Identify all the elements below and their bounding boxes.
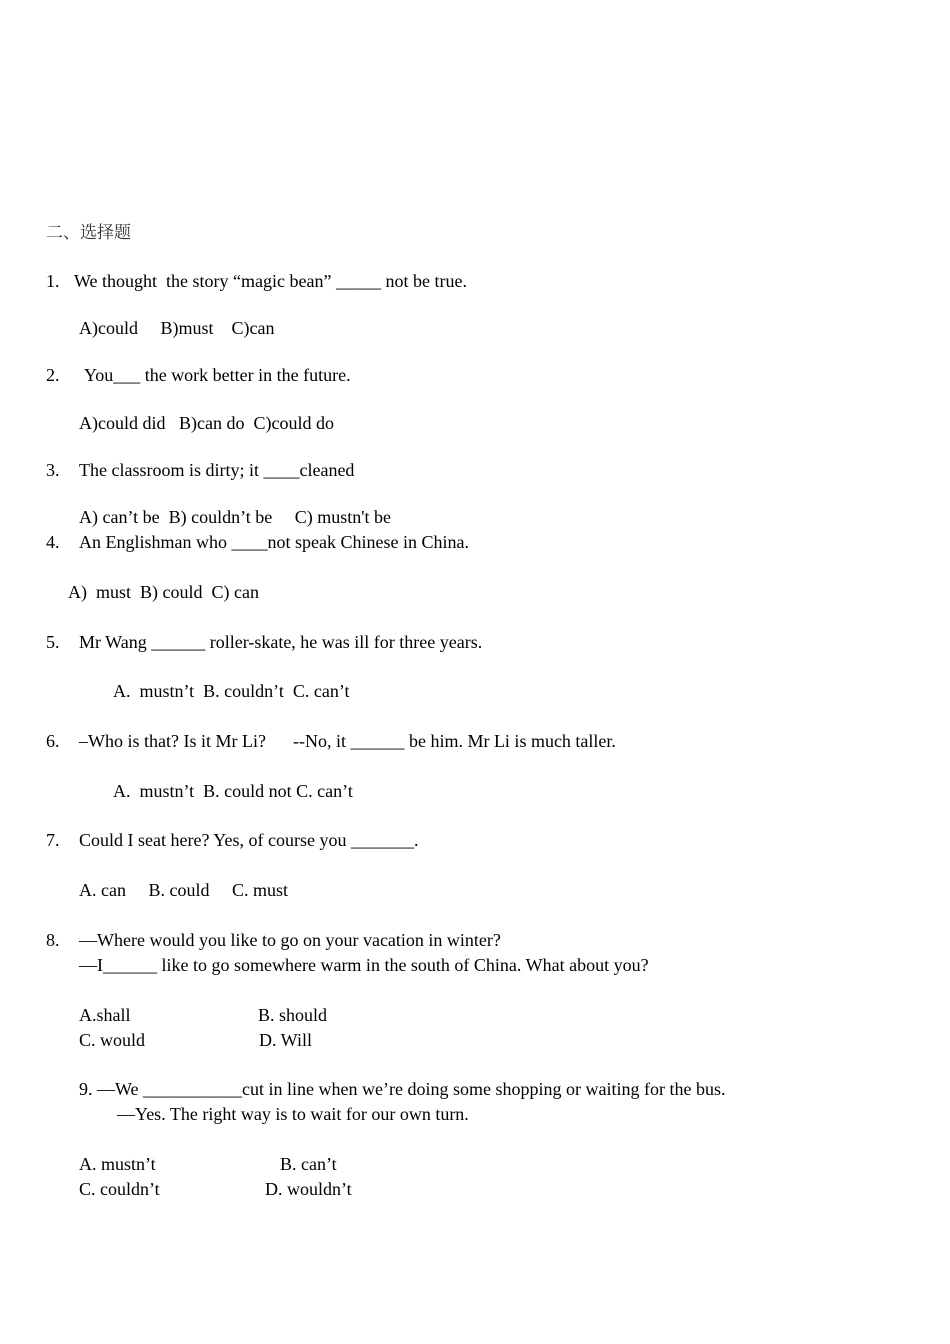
question-7-text: Could I seat here? Yes, of course you _______. (79, 830, 419, 850)
question-4-text: An Englishman who ____not speak Chinese in China. (79, 532, 469, 552)
question-9-option-a: A. mustn’t (79, 1154, 156, 1174)
question-8-line-1: —Where would you like to go on your vacation in winter? (79, 930, 501, 950)
question-8-number: 8. (46, 930, 60, 950)
question-5-text: Mr Wang ______ roller-skate, he was ill for three years. (79, 632, 483, 652)
question-2-options: A)could did B)can do C)could do (79, 413, 334, 433)
question-1-options: A)could B)must C)can (79, 318, 275, 338)
question-8-option-d: D. Will (259, 1030, 312, 1050)
question-3-options: A) can’t be B) couldn’t be C) mustn't be (79, 507, 392, 527)
question-9-option-c: C. couldn’t (79, 1179, 160, 1199)
question-1-text: We thought the story “magic bean” _____ not be true. (74, 271, 467, 291)
question-5-options: A. mustn’t B. couldn’t C. can’t (113, 681, 350, 701)
question-3-text: The classroom is dirty; it ____cleaned (79, 460, 355, 480)
question-8-option-c: C. would (79, 1030, 146, 1050)
question-9-option-d: D. wouldn’t (265, 1179, 352, 1199)
question-4-options: A) must B) could C) can (68, 582, 259, 602)
question-9-line-1: 9. —We ___________cut in line when we’re doing some shopping or waiting for the bus. (79, 1079, 726, 1099)
question-8-option-b: B. should (258, 1005, 328, 1025)
question-9-option-b: B. can’t (280, 1154, 337, 1174)
question-3-number: 3. (46, 460, 60, 480)
question-2-number: 2. (46, 365, 60, 385)
question-6-number: 6. (46, 731, 60, 751)
question-5-number: 5. (46, 632, 60, 652)
question-7-number: 7. (46, 830, 60, 850)
question-6-options: A. mustn’t B. could not C. can’t (113, 781, 353, 801)
question-2-text: You___ the work better in the future. (84, 365, 351, 385)
question-7-options: A. can B. could C. must (79, 880, 288, 900)
question-8-option-a: A.shall (79, 1005, 131, 1025)
question-6-text: –Who is that? Is it Mr Li? --No, it ______ be him. Mr Li is much taller. (79, 731, 616, 751)
question-1-number: 1. (46, 271, 60, 291)
question-8-line-2: —I______ like to go somewhere warm in the south of China. What about you? (79, 955, 649, 975)
section-heading: 二、选择题 (46, 223, 131, 243)
question-4-number: 4. (46, 532, 60, 552)
question-9-line-2: —Yes. The right way is to wait for our own turn. (117, 1104, 469, 1124)
